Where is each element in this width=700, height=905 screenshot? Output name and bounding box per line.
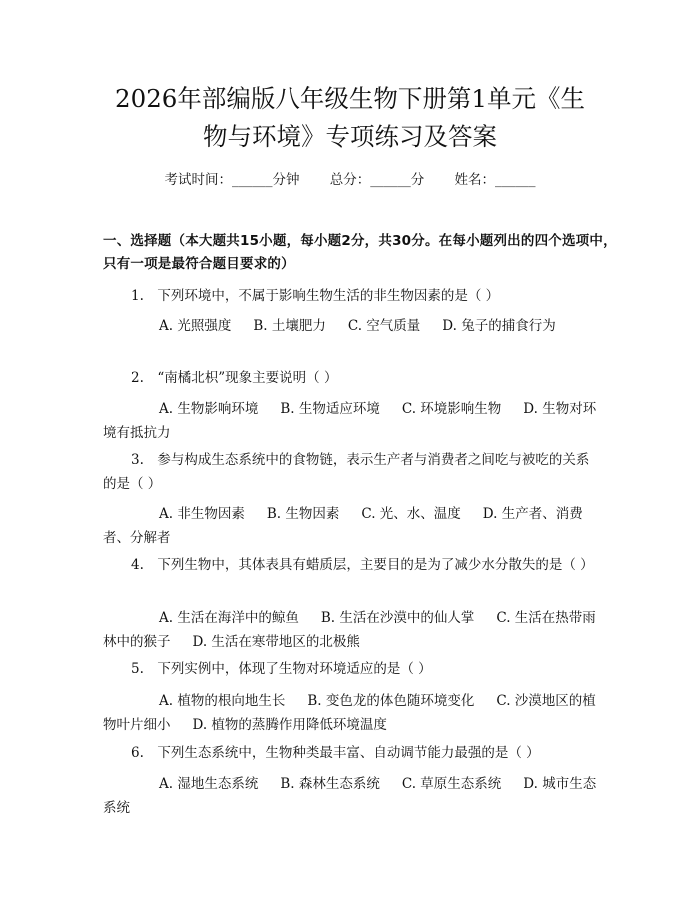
question-6-stem: 6. 下列生态系统中，生物种类最丰富、自动调节能力最强的是（ ） — [131, 745, 540, 761]
question-1-option-b: B. 土壤肥力 — [253, 318, 326, 334]
question-3-stem: 3. 参与构成生态系统中的食物链，表示生产者与消费者之间吃与被吃的关系的是（ ） — [103, 452, 590, 492]
question-1-option-a: A. 光照强度 — [159, 318, 232, 334]
question-2-option-a: A. 生物影响环境 — [159, 401, 259, 417]
question-6-option-a: A. 湿地生态系统 — [159, 776, 259, 792]
question-5-option-c: C. 沙漠地区的植物叶片细小 — [103, 693, 596, 733]
question-3-option-a: A. 非生物因素 — [159, 506, 245, 522]
section-heading: 一、选择题（本大题共15小题，每小题2分，共30分。在每小题列出的四个选项中，只有一项是最符合题目要求的） — [103, 233, 617, 272]
question-4-options — [103, 606, 601, 654]
title-line-2: 物与环境》专项练习及答案 — [203, 122, 497, 151]
question-1-option-c: C. 空气质量 — [347, 318, 421, 334]
question-1-stem: 1. 下列环境中，不属于影响生物生活的非生物因素的是（ ） — [131, 288, 500, 304]
question-3-option-c: C. 光、水、温度 — [361, 506, 461, 522]
question-1-options — [103, 314, 601, 338]
question-2-option-b: B. 生物适应环境 — [280, 401, 380, 417]
question-2-stem: 2. “南橘北枳”现象主要说明（ ） — [131, 370, 338, 386]
question-1-option-d: D. 兔子的捕食行为 — [442, 318, 556, 334]
question-5-option-b: B. 变色龙的体色随环境变化 — [307, 693, 475, 709]
question-5-stem: 5. 下列实例中，体现了生物对环境适应的是（ ） — [131, 661, 432, 677]
question-6-options — [103, 772, 601, 820]
title-line-1: 2026年部编版八年级生物下册第1单元《生 — [115, 84, 585, 113]
question-6-option-b: B. 森林生态系统 — [280, 776, 380, 792]
question-3-option-d: D. 生产者、消费者、分解者 — [103, 506, 583, 546]
question-4-stem: 4. 下列生物中，其体表具有蜡质层，主要目的是为了减少水分散失的是（ ） — [131, 557, 594, 573]
question-4-option-c: C. 生活在热带雨林中的猴子 — [103, 610, 596, 650]
question-4-option-a: A. 生活在海洋中的鲸鱼 — [159, 610, 299, 626]
question-3-options — [103, 502, 601, 550]
question-5-option-a: A. 植物的根向地生长 — [159, 693, 286, 709]
student-name-field: 姓名：______ — [454, 172, 536, 188]
question-6-option-c: C. 草原生态系统 — [401, 776, 502, 792]
question-2-options — [103, 397, 601, 445]
exam-info-line — [0, 168, 700, 188]
question-5-option-d: D. 植物的蒸腾作用降低环境温度 — [192, 717, 387, 733]
document-title — [88, 80, 612, 156]
question-5-options — [103, 689, 601, 737]
exam-time-field: 考试时间：______分钟 — [164, 172, 300, 188]
question-4-option-d: D. 生活在寒带地区的北极熊 — [192, 634, 360, 650]
question-4-option-b: B. 生活在沙漠中的仙人掌 — [320, 610, 475, 626]
question-3-option-b: B. 生物因素 — [266, 506, 340, 522]
question-2-option-d: D. 生物对环境有抵抗力 — [103, 401, 597, 441]
question-2-option-c: C. 环境影响生物 — [401, 401, 502, 417]
question-6-option-d: D. 城市生态系统 — [103, 776, 597, 816]
total-score-field: 总分：______分 — [329, 172, 425, 188]
